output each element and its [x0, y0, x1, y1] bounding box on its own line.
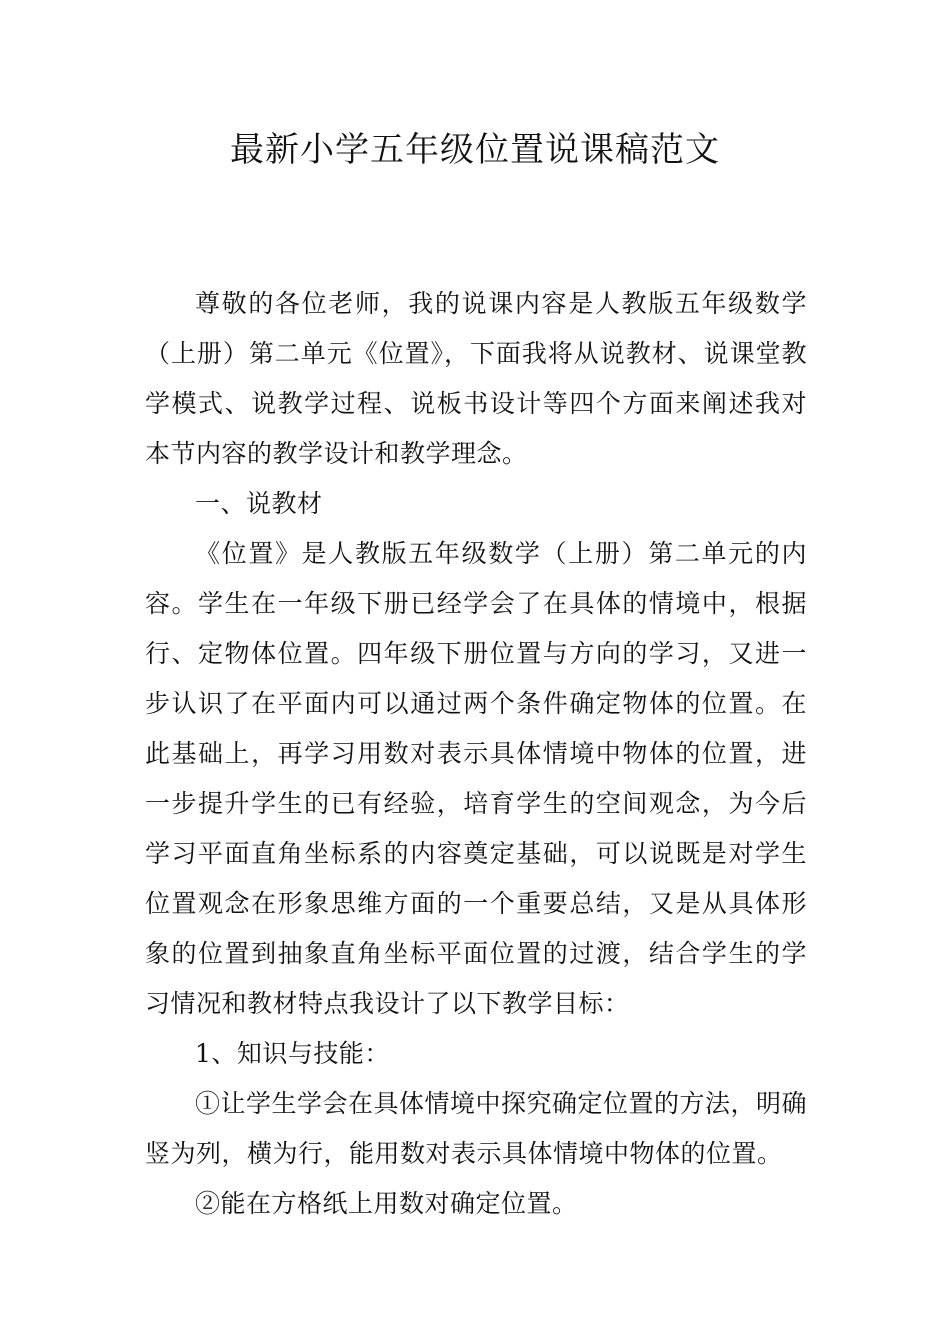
objective-item-2: ②能在方格纸上用数对确定位置。 — [195, 1189, 578, 1218]
document-title: 最新小学五年级位置说课稿范文 — [230, 130, 720, 170]
section-heading-textbook: 一、说教材 — [195, 489, 323, 518]
paragraph-textbook: 《位置》是人教版五年级数学（上册）第二单元的内容。学生在一年级下册已经学会了在具体的情境中，根据行、定物体位置。四年级下册位置与方向的学习，又进一步认识了在平面内可以通过两个条件确定物体的位置。在此基础上，再学习用数对表示具体情境中物体的位置，进一步提升学生的已有经验，培育学生的空间观念，为今后学习平面直角坐标系的内容奠定基础，可以说既是对学生位置观念在形象思维方面的一个重要总结，又是从具体形象的位置到抽象直角坐标平面位置的过渡，结合学生的学习情况和教材特点我设计了以下教学目标： — [145, 539, 807, 1018]
paragraph-intro: 尊敬的各位老师，我的说课内容是人教版五年级数学（上册）第二单元《位置》，下面我将从说教材、说课堂教学模式、说教学过程、说板书设计等四个方面来阐述我对本节内容的教学设计和教学理念。 — [145, 289, 807, 468]
objective-item-1: ①让学生学会在具体情境中探究确定位置的方法，明确竖为列，横为行，能用数对表示具体情境中物体的位置。 — [145, 1089, 808, 1168]
subheading-knowledge-skills: 1、知识与技能： — [195, 1039, 390, 1068]
document-body — [145, 279, 807, 1229]
